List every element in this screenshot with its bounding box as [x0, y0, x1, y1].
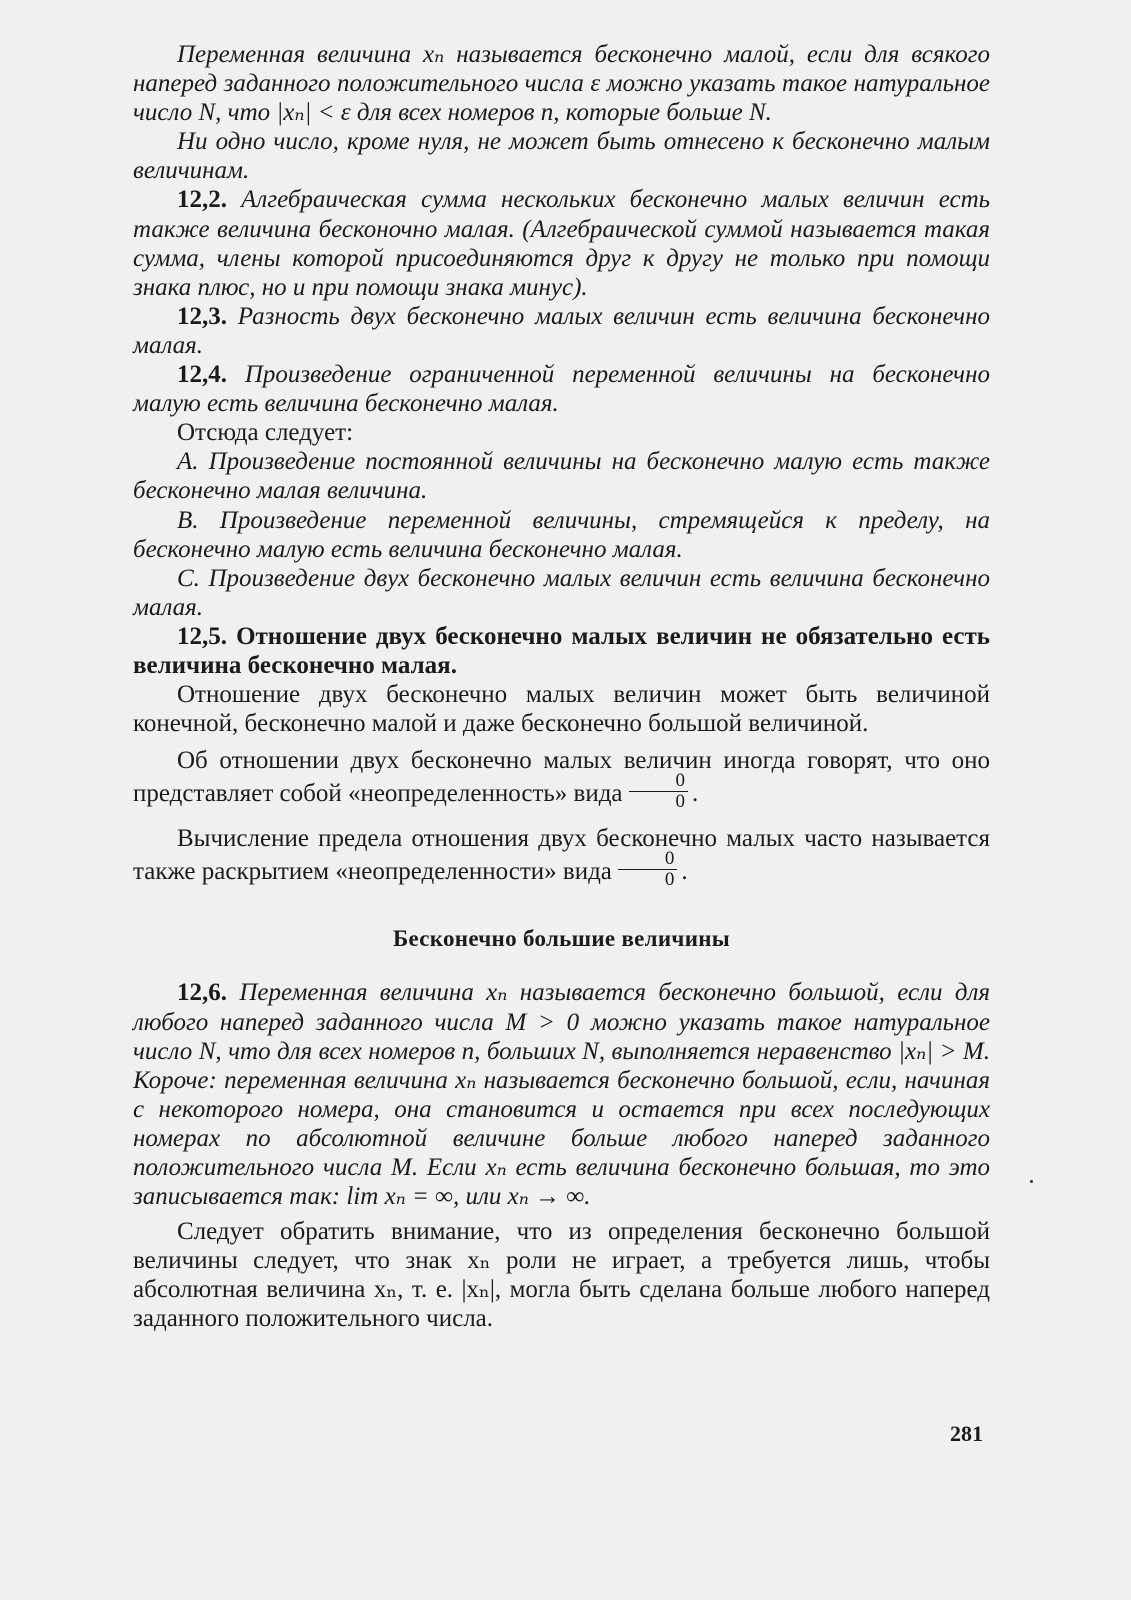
fraction-denominator: 0 — [675, 791, 686, 813]
fraction-numerator: 0 — [618, 849, 678, 870]
paragraph-zero-note: Ни одно число, кроме нуля, не может быть отнесено к бесконечно малым величинам. — [133, 128, 990, 185]
fraction-zero-over-zero — [629, 771, 689, 812]
margin-speck — [1030, 1180, 1033, 1183]
paragraph-indeterminacy-text: Об отношении двух бесконечно малых величин иногда говорят, что оно представляет собой «неопределенность» вида — [133, 747, 990, 808]
paragraph-indeterminacy: Об отношении двух бесконечно малых величин иногда говорят, что оно представляет собой «неопределенность» вида $\frac{0}{0}$ . — [133, 747, 990, 813]
fraction-numerator: 0 — [629, 771, 689, 792]
theorem-12-3 — [133, 302, 990, 360]
theorem-number: 12,2. — [177, 186, 227, 214]
corollary-c: С. Произведение двух бесконечно малых величин есть величина бесконечно малая. — [133, 564, 990, 621]
fraction-zero-over-zero — [618, 849, 678, 890]
theorem-12-4 — [133, 360, 990, 418]
theorem-text: Алгебраическая сумма нескольких бесконечно малых величин есть также величина бесконочно малая. (Алгебраической суммой называется такая сумма, члены которой присоединяются друг к другу не только при помощи знака плюс, но и при помощи знака минус). — [133, 186, 990, 301]
theorem-number: 12,6. — [177, 979, 227, 1007]
corollary-b: В. Произведение переменной величины, стремящейся к пределу, на бесконечно малую есть величина бесконечно малая. — [133, 506, 990, 563]
definition-infinitesimal: Переменная величина xₙ называется бесконечно малой, если для всякого наперед заданного положительного числа ε можно указать такое натуральное число N, что |xₙ| < ε для всех номеров n, которые больше N. — [133, 41, 990, 127]
theorem-12-5 — [133, 622, 990, 680]
page-number: 281 — [950, 1421, 983, 1446]
text-column — [133, 40, 990, 1334]
theorem-12-6 — [133, 978, 990, 1211]
follows-line: Отсюда следует: — [177, 419, 354, 447]
theorem-number: 12,5. — [177, 622, 227, 650]
paragraph-evaluation: Вычисление предела отношения двух бесконечно малых часто называется также раскрытием «неопределенности» вида $\frac{0}{0}$ . — [133, 825, 990, 891]
fraction-denominator: 0 — [664, 869, 675, 891]
section-heading: Бесконечно большие величины — [392, 926, 731, 952]
theorem-number: 12,3. — [177, 302, 227, 330]
theorem-text: Разность двух бесконечно малых величин есть величина бесконечно малая. — [133, 302, 990, 359]
theorem-text: Переменная величина xₙ называется бесконечно большой, если для любого наперед заданного числа M > 0 можно указать такое натуральное число N, что для всех номеров n, больших N, выполняется неравенство |xₙ| > M. Короче: переменная величина xₙ называется бесконечно большой, если, начиная с некоторого номера, она становится и остается при всех последующих номерах по абсолютной величине больше любого наперед заданного положительного числа M. Если xₙ есть величина бесконечно большая, то это записывается так: lim xₙ = ∞, или xₙ → ∞. — [133, 979, 991, 1211]
paragraph-evaluation-text: Вычисление предела отношения двух бесконечно малых часто называется также раскрытием «неопределенности» вида — [133, 825, 990, 886]
theorem-12-2 — [133, 185, 990, 301]
theorem-text: Произведение ограниченной переменной величины на бесконечно малую есть величина бесконечно малая. — [133, 361, 991, 418]
theorem-number: 12,4. — [177, 361, 227, 389]
theorem-text: Отношение двух бесконечно малых величин не обязательно есть величина бесконечно малая. — [133, 622, 990, 679]
paragraph-ratio: Отношение двух бесконечно малых величин может быть величиной конечной, бесконечно малой и даже бесконечно большой величиной. — [133, 681, 990, 738]
paragraph-remark: Следует обратить внимание, что из определения бесконечно большой величины следует, что знак xₙ роли не играет, а требуется лишь, чтобы абсолютная величина xₙ, т. е. |xₙ|, могла быть сделана больше любого наперед заданного положительного числа. — [133, 1218, 990, 1333]
corollary-a: А. Произведение постоянной величины на бесконечно малую есть также бесконечно малая величина. — [133, 448, 990, 505]
